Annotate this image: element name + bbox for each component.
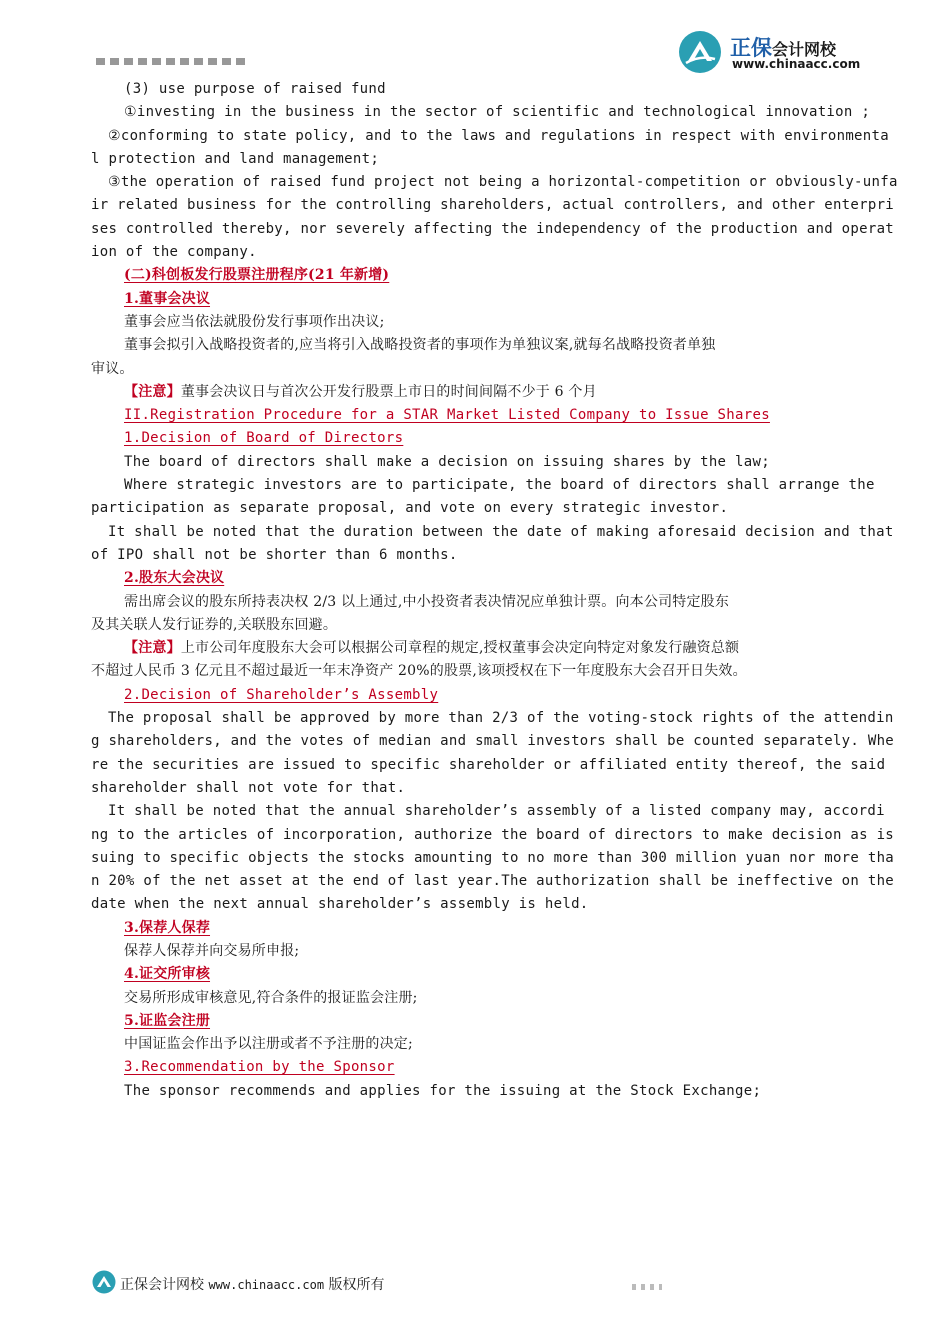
line-text: The proposal shall be approved by more than 2/3 of the voting-stock rights of the attendin bbox=[108, 710, 894, 727]
text-line bbox=[91, 171, 898, 194]
section-heading-text: 3.保荐人保荐 bbox=[124, 919, 211, 936]
section-heading-text: 4.证交所审核 bbox=[124, 966, 211, 983]
text-line bbox=[91, 334, 869, 357]
text-line bbox=[91, 101, 869, 124]
line-text: The sponsor recommends and applies for the issuing at the Stock Exchange; bbox=[124, 1082, 762, 1099]
section-heading bbox=[91, 684, 869, 707]
line-text: ses controlled thereby, nor severely affecting the independency of the production and operat bbox=[91, 220, 895, 237]
text-line bbox=[91, 847, 895, 870]
line-text: ir related business for the controlling shareholders, actual controllers, and other enterpri bbox=[91, 197, 895, 214]
text-line bbox=[91, 521, 894, 544]
text-line bbox=[91, 78, 869, 101]
line-text: suing to specific objects the stocks amounting to no more than 300 million yuan nor more tha bbox=[91, 849, 895, 866]
footer bbox=[92, 1270, 492, 1296]
line-text: ①investing in the business in the sector of scientific and technological innovation ; bbox=[124, 104, 871, 121]
line-text: 保荐人保荐并向交易所申报; bbox=[124, 942, 300, 959]
header-smudge bbox=[96, 58, 246, 65]
text-line bbox=[91, 893, 869, 916]
section-heading-text: 2.股东大会决议 bbox=[124, 570, 225, 587]
line-text: 需出席会议的股东所持表决权 2/3 以上通过,中小投资者表决情况应单独计票。向本公司特定股东 bbox=[124, 593, 730, 610]
footer-brand: 正保会计网校 bbox=[120, 1277, 204, 1293]
section-heading-text: 3.Recommendation by the Sponsor bbox=[124, 1059, 395, 1076]
text-line bbox=[91, 800, 885, 823]
footer-text bbox=[120, 1274, 385, 1294]
text-line bbox=[91, 148, 869, 171]
line-text: ion of the company. bbox=[91, 244, 257, 261]
line-text: It shall be noted that the annual shareholder’s assembly of a listed company may, accordi bbox=[108, 803, 885, 820]
text-line bbox=[91, 497, 869, 520]
section-heading-text: (二)科创板发行股票注册程序(21 年新增) bbox=[124, 267, 390, 284]
note-label: 【注意】 bbox=[124, 640, 181, 657]
text-line bbox=[91, 544, 869, 567]
line-text: g shareholders, and the votes of median and small investors shall be counted separately. Whe bbox=[91, 733, 895, 750]
line-text: 董事会拟引入战略投资者的,应当将引入战略投资者的事项作为单独议案,就每名战略投资者单独 bbox=[124, 337, 716, 354]
text-line bbox=[91, 451, 869, 474]
text-line bbox=[91, 591, 869, 614]
text-line bbox=[91, 824, 895, 847]
line-text: 交易所形成审核意见,符合条件的报证监会注册; bbox=[124, 989, 418, 1006]
text-line bbox=[91, 614, 869, 637]
text-line bbox=[91, 870, 895, 893]
note-line bbox=[91, 381, 869, 404]
text-line bbox=[91, 218, 895, 241]
line-text: shareholder shall not vote for that. bbox=[91, 779, 406, 796]
line-text: 中国证监会作出予以注册或者不予注册的决定; bbox=[124, 1036, 413, 1053]
line-text: ③the operation of raised fund project not being a horizontal-competition or obviously-unfa bbox=[108, 174, 898, 191]
section-heading-text: II.Registration Procedure for a STAR Market Listed Company to Issue Shares bbox=[124, 407, 770, 424]
footer-rights: 版权所有 bbox=[328, 1277, 385, 1293]
text-line bbox=[91, 1033, 869, 1056]
line-text: ②conforming to state policy, and to the laws and regulations in respect with environmenta bbox=[108, 127, 889, 144]
section-heading bbox=[91, 1010, 869, 1033]
text-line bbox=[91, 194, 895, 217]
logo-brand-text: 正保会计网校 bbox=[730, 36, 837, 60]
section-heading bbox=[91, 1056, 869, 1079]
line-text: l protection and land management; bbox=[91, 150, 380, 167]
note-label: 【注意】 bbox=[124, 383, 181, 400]
text-line bbox=[91, 358, 869, 381]
note-text: 上市公司年度股东大会可以根据公司章程的规定,授权董事会决定向特定对象发行融资总额 bbox=[180, 640, 740, 657]
section-heading bbox=[91, 567, 869, 590]
document-body bbox=[91, 78, 898, 1103]
text-line bbox=[91, 125, 889, 148]
page-number-mark bbox=[632, 1284, 662, 1290]
text-line bbox=[91, 777, 869, 800]
logo-emblem-icon bbox=[678, 30, 722, 74]
section-heading bbox=[91, 288, 869, 311]
line-text: re the securities are issued to specific shareholder or affiliated entity thereof, the said bbox=[91, 756, 886, 773]
section-heading bbox=[91, 404, 869, 427]
line-text: 不超过人民币 3 亿元且不超过最近一年末净资产 20%的股票,该项授权在下一年度股东大会召开日失效。 bbox=[91, 663, 747, 680]
section-heading bbox=[91, 427, 869, 450]
line-text: participation as separate proposal, and vote on every strategic investor. bbox=[91, 500, 729, 517]
text-line bbox=[91, 754, 886, 777]
section-heading bbox=[91, 264, 869, 287]
line-text: The board of directors shall make a decision on issuing shares by the law; bbox=[124, 453, 770, 470]
text-line bbox=[91, 474, 875, 497]
line-text: (3) use purpose of raised fund bbox=[124, 81, 386, 97]
line-text: date when the next annual shareholder’s assembly is held. bbox=[91, 896, 589, 913]
line-text: Where strategic investors are to participate, the board of directors shall arrange the bbox=[124, 477, 875, 494]
note-line bbox=[91, 637, 869, 660]
line-text: 董事会应当依法就股份发行事项作出决议; bbox=[124, 313, 385, 330]
section-heading-text: 1.董事会决议 bbox=[124, 290, 211, 307]
line-text: of IPO shall not be shorter than 6 months. bbox=[91, 546, 458, 563]
note-text: 董事会决议日与首次公开发行股票上市日的时间间隔不少于 6 个月 bbox=[180, 383, 597, 400]
text-line bbox=[91, 707, 894, 730]
line-text: 审议。 bbox=[91, 360, 134, 377]
header-logo bbox=[678, 28, 878, 74]
section-heading-text: 2.Decision of Shareholder’s Assembly bbox=[124, 686, 439, 703]
text-line bbox=[91, 1080, 869, 1103]
text-line bbox=[91, 311, 869, 334]
text-line bbox=[91, 241, 869, 264]
text-line bbox=[91, 660, 869, 683]
logo-url: www.chinaacc.com bbox=[732, 57, 861, 71]
section-heading bbox=[91, 917, 869, 940]
line-text: 及其关联人发行证券的,关联股东回避。 bbox=[91, 616, 338, 633]
text-line bbox=[91, 730, 895, 753]
section-heading-text: 5.证监会注册 bbox=[124, 1012, 211, 1029]
section-heading-text: 1.Decision of Board of Directors bbox=[124, 430, 404, 447]
section-heading bbox=[91, 963, 869, 986]
footer-url: www.chinaacc.com bbox=[208, 1278, 325, 1292]
line-text: n 20% of the net asset at the end of last year.The authorization shall be ineffective on the bbox=[91, 873, 895, 890]
text-line bbox=[91, 940, 869, 963]
text-line bbox=[91, 987, 869, 1010]
line-text: ng to the articles of incorporation, authorize the board of directors to make decision as is bbox=[91, 826, 895, 843]
line-text: It shall be noted that the duration between the date of making aforesaid decision and that bbox=[108, 523, 894, 540]
footer-logo-icon bbox=[92, 1270, 116, 1294]
